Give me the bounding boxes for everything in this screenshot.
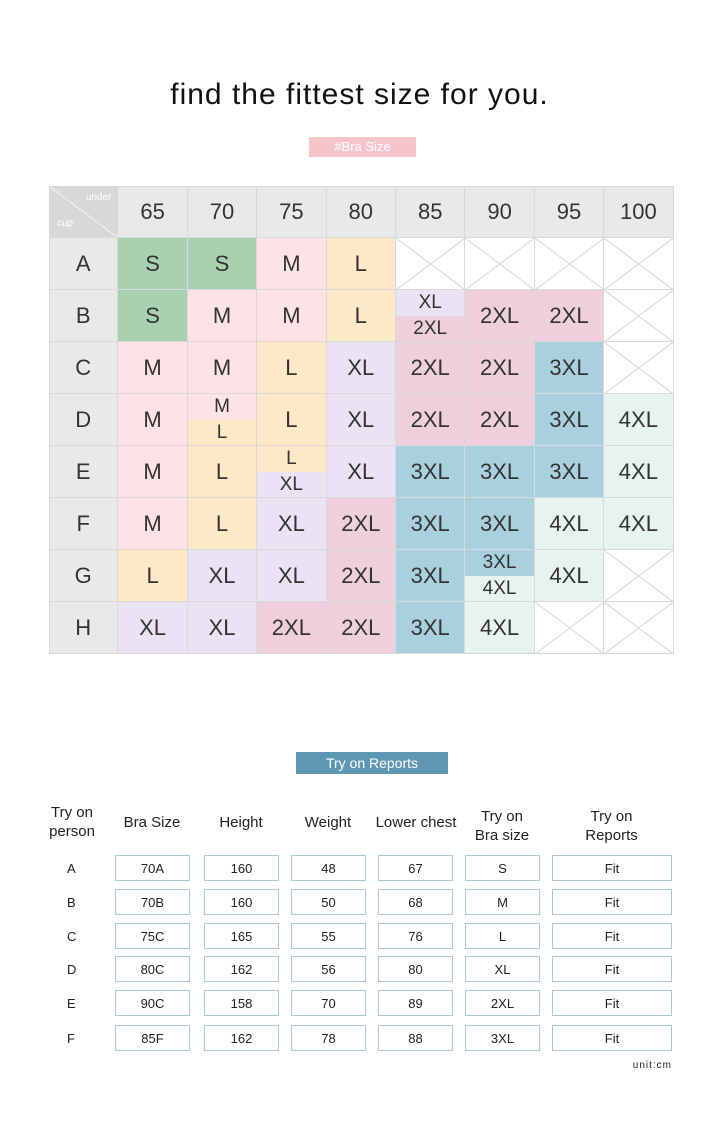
try-bra-size-field: XL <box>465 956 540 982</box>
size-cell: 2XL <box>535 290 604 342</box>
size-cell-half: 2XL <box>396 316 464 342</box>
size-cell-half: L <box>188 420 256 446</box>
size-cell-empty <box>465 238 534 290</box>
header-bra-size: Bra Size <box>123 814 181 831</box>
report-person-label: B <box>67 895 76 910</box>
size-cell: 2XL <box>257 602 326 654</box>
try-bra-size-field: L <box>465 923 540 949</box>
bra-size-field: 70A <box>115 855 190 881</box>
try-bra-size-field: S <box>465 855 540 881</box>
size-cell <box>465 550 534 602</box>
size-cell: 2XL <box>396 394 465 446</box>
lower-chest-field: 68 <box>378 889 453 915</box>
size-cell: 3XL <box>535 342 604 394</box>
try-report-field: Fit <box>552 956 672 982</box>
lower-chest-field: 67 <box>378 855 453 881</box>
lower-chest-field: 76 <box>378 923 453 949</box>
report-person-label: F <box>67 1031 75 1046</box>
size-cell-empty <box>604 602 673 654</box>
height-field: 162 <box>204 1025 279 1051</box>
height-field: 160 <box>204 889 279 915</box>
band-header: 90 <box>465 186 534 238</box>
weight-field: 50 <box>291 889 366 915</box>
size-cell: 4XL <box>535 550 604 602</box>
page-title: find the fittest size for you. <box>170 78 549 111</box>
header-lower-chest: Lower chest <box>375 814 457 831</box>
band-header: 95 <box>535 186 604 238</box>
size-cell: M <box>118 342 187 394</box>
size-cell: 3XL <box>396 446 465 498</box>
weight-field: 56 <box>291 956 366 982</box>
height-field: 165 <box>204 923 279 949</box>
size-cell: M <box>257 290 326 342</box>
bra-size-field: 80C <box>115 956 190 982</box>
size-cell: S <box>188 238 257 290</box>
report-person-label: D <box>67 962 77 977</box>
header-weight: Weight <box>304 814 352 831</box>
unit-label: unit:cm <box>632 1060 672 1071</box>
size-cell: XL <box>327 446 396 498</box>
size-cell: XL <box>257 550 326 602</box>
size-cell-half: M <box>188 394 256 420</box>
report-person-label: E <box>67 996 76 1011</box>
header-person: Try on person <box>49 804 95 840</box>
size-cell: 3XL <box>465 498 534 550</box>
try-report-field: Fit <box>552 855 672 881</box>
weight-field: 48 <box>291 855 366 881</box>
lower-chest-field: 89 <box>378 990 453 1016</box>
size-cell: M <box>118 446 187 498</box>
lower-chest-field: 80 <box>378 956 453 982</box>
size-cell-empty <box>535 238 604 290</box>
size-cell: 3XL <box>535 394 604 446</box>
chart-corner <box>49 186 118 238</box>
size-cell: 2XL <box>465 394 534 446</box>
size-cell: 2XL <box>396 342 465 394</box>
try-report-field: Fit <box>552 1025 672 1051</box>
weight-field: 78 <box>291 1025 366 1051</box>
size-cell-empty <box>604 290 673 342</box>
header-try-reports: Try on Reports <box>585 808 638 844</box>
lower-chest-field: 88 <box>378 1025 453 1051</box>
band-header: 80 <box>327 186 396 238</box>
cup-header: C <box>49 342 118 394</box>
band-header: 75 <box>257 186 326 238</box>
weight-field: 70 <box>291 990 366 1016</box>
height-field: 158 <box>204 990 279 1016</box>
size-cell <box>396 290 465 342</box>
size-cell: L <box>257 394 326 446</box>
band-header: 85 <box>396 186 465 238</box>
bra-size-label: #Bra Size <box>309 137 416 157</box>
cup-header: G <box>49 550 118 602</box>
reports-label: Try on Reports <box>296 752 448 774</box>
size-cell: 3XL <box>465 446 534 498</box>
size-cell: L <box>327 238 396 290</box>
size-cell: 2XL <box>465 290 534 342</box>
header-try-bra-size: Try on Bra size <box>474 808 530 844</box>
size-cell: 4XL <box>465 602 534 654</box>
height-field: 162 <box>204 956 279 982</box>
size-cell: XL <box>188 550 257 602</box>
corner-cup-label: cup <box>57 218 74 229</box>
size-cell: XL <box>188 602 257 654</box>
size-cell-empty <box>604 238 673 290</box>
try-bra-size-field: 3XL <box>465 1025 540 1051</box>
bra-size-field: 70B <box>115 889 190 915</box>
try-bra-size-field: M <box>465 889 540 915</box>
band-header: 100 <box>604 186 673 238</box>
size-cell: M <box>188 342 257 394</box>
size-cell: S <box>118 290 187 342</box>
size-cell: L <box>188 498 257 550</box>
size-cell-empty <box>396 238 465 290</box>
size-cell: L <box>327 290 396 342</box>
size-cell: 2XL <box>327 602 396 654</box>
cup-header: B <box>49 290 118 342</box>
height-field: 160 <box>204 855 279 881</box>
size-cell: XL <box>327 394 396 446</box>
size-cell: 4XL <box>604 498 673 550</box>
size-cell-empty <box>535 602 604 654</box>
size-cell: 4XL <box>535 498 604 550</box>
size-cell: L <box>188 446 257 498</box>
corner-under-label: under <box>85 192 112 203</box>
size-cell-half: 4XL <box>465 576 533 602</box>
size-cell-half: L <box>257 446 325 472</box>
bra-size-field: 75C <box>115 923 190 949</box>
size-cell: L <box>118 550 187 602</box>
band-header: 65 <box>118 186 187 238</box>
size-cell: M <box>118 394 187 446</box>
size-cell: 2XL <box>327 498 396 550</box>
size-cell-half: XL <box>257 472 325 498</box>
size-cell <box>257 446 326 498</box>
size-cell: 4XL <box>604 394 673 446</box>
bra-size-field: 90C <box>115 990 190 1016</box>
cup-header: E <box>49 446 118 498</box>
report-person-label: A <box>67 861 76 876</box>
size-cell: 3XL <box>396 498 465 550</box>
size-cell: XL <box>327 342 396 394</box>
size-cell: 2XL <box>327 550 396 602</box>
size-cell: 3XL <box>535 446 604 498</box>
size-cell: 3XL <box>396 550 465 602</box>
size-cell: M <box>118 498 187 550</box>
report-person-label: C <box>67 929 77 944</box>
cup-header: F <box>49 498 118 550</box>
try-bra-size-field: 2XL <box>465 990 540 1016</box>
cup-header: H <box>49 602 118 654</box>
size-cell: XL <box>118 602 187 654</box>
size-cell: XL <box>257 498 326 550</box>
try-report-field: Fit <box>552 889 672 915</box>
size-cell-empty <box>604 342 673 394</box>
size-cell-half: 3XL <box>465 550 533 576</box>
size-cell-half: XL <box>396 290 464 316</box>
size-cell: L <box>257 342 326 394</box>
cup-header: D <box>49 394 118 446</box>
size-cell: 2XL <box>465 342 534 394</box>
size-cell: M <box>257 238 326 290</box>
band-header: 70 <box>188 186 257 238</box>
cup-header: A <box>49 238 118 290</box>
size-cell-empty <box>604 550 673 602</box>
size-cell: 4XL <box>604 446 673 498</box>
try-report-field: Fit <box>552 923 672 949</box>
size-cell: S <box>118 238 187 290</box>
size-cell <box>188 394 257 446</box>
bra-size-field: 85F <box>115 1025 190 1051</box>
weight-field: 55 <box>291 923 366 949</box>
try-report-field: Fit <box>552 990 672 1016</box>
size-cell: 3XL <box>396 602 465 654</box>
size-cell: M <box>188 290 257 342</box>
header-height: Height <box>219 814 263 831</box>
